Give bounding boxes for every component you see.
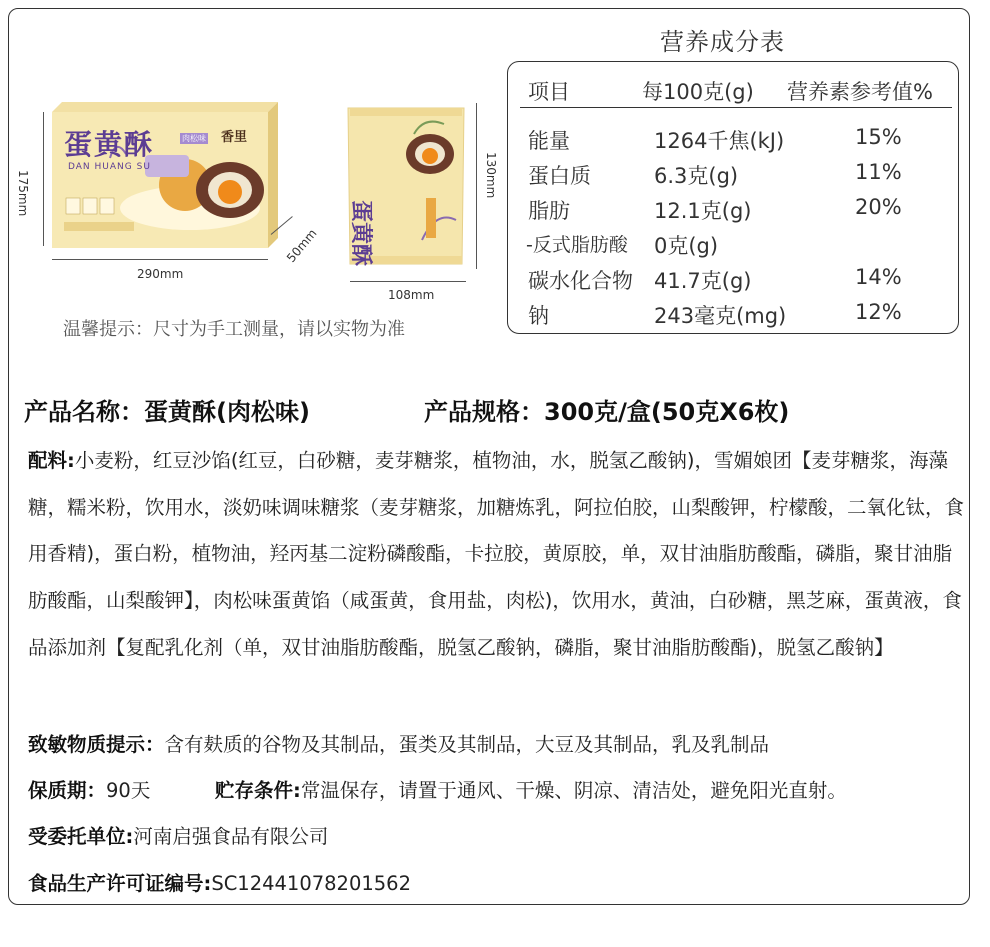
storage-line bbox=[215, 775, 847, 803]
nutrition-amount: 243毫克(mg) bbox=[654, 304, 787, 328]
nutrition-amount: 12.1克(g) bbox=[654, 199, 752, 223]
svg-text:蛋黄酥: 蛋黄酥 bbox=[348, 200, 373, 267]
nutrition-nrv: 12% bbox=[855, 300, 902, 324]
nutrition-table bbox=[507, 61, 959, 334]
box-flavor: 肉松味 bbox=[182, 134, 206, 143]
shelf-life-line bbox=[28, 775, 150, 803]
product-name-label: 产品名称： bbox=[24, 398, 144, 426]
bag-height-line bbox=[476, 103, 477, 269]
box-height-label: 175mm bbox=[16, 170, 30, 217]
nutrition-amount: 6.3克(g) bbox=[654, 164, 739, 188]
nutrition-nrv: 20% bbox=[855, 195, 902, 219]
shelf-life-label: 保质期： bbox=[28, 779, 107, 802]
product-name: 蛋黄酥(肉松味) bbox=[144, 398, 310, 426]
nutrition-item: 能量 bbox=[528, 129, 570, 153]
nutrition-title: 营养成分表 bbox=[660, 28, 785, 56]
nutrition-nrv: 15% bbox=[855, 125, 902, 149]
nutrition-nrv: 11% bbox=[855, 160, 902, 184]
allergen-line bbox=[28, 729, 769, 757]
header-item: 项目 bbox=[528, 80, 570, 104]
product-spec-label: 产品规格： bbox=[424, 398, 544, 426]
nutrition-amount: 1264千焦(kJ) bbox=[654, 129, 785, 153]
nutrition-divider bbox=[520, 107, 952, 108]
license-value: SC12441078201562 bbox=[211, 872, 411, 895]
measurement-tip: 温馨提示：尺寸为手工测量，请以实物为准 bbox=[63, 319, 405, 340]
license-label: 食品生产许可证编号: bbox=[28, 872, 212, 895]
allergen-label: 致敏物质提示： bbox=[28, 733, 165, 756]
storage-value: 常温保存，请置于通风、干燥、阴凉、清洁处，避免阳光直射。 bbox=[300, 779, 847, 802]
ingredients-text: 小麦粉，红豆沙馅(红豆，白砂糖，麦芽糖浆，植物油，水，脱氢乙酸钠)，雪媚娘团【麦芽糖浆，海藻糖，糯米粉，饮用水，淡奶味调味糖浆（麦芽糖浆，加糖炼乳，阿拉伯胶，山梨酸钾，柠檬酸，二氧化钛，食用香精)，蛋白粉，植物油，羟丙基二淀粉磷酸酯，卡拉胶，黄原胶，单，双甘油脂肪酸酯，磷脂，聚甘油脂肪酸酯，山梨酸钾】，肉松味蛋黄馅（咸蛋黄，食用盐，肉松)，饮用水，黄油，白砂糖，黑芝麻，蛋黄液，食品添加剂【复配乳化剂（单，双甘油脂肪酸酯，脱氢乙酸钠，磷脂，聚甘油脂肪酸酯)，脱氢乙酸钠】 bbox=[28, 449, 965, 659]
ingredients-paragraph bbox=[28, 438, 968, 672]
product-name-heading bbox=[24, 392, 310, 427]
nutrition-item: 碳水化合物 bbox=[528, 269, 633, 293]
box-height-line bbox=[43, 112, 44, 246]
entrusted-value: 河南启强食品有限公司 bbox=[133, 825, 329, 848]
allergen-text: 含有麸质的谷物及其制品，蛋类及其制品，大豆及其制品，乳及乳制品 bbox=[164, 733, 770, 756]
nutrition-amount: 41.7克(g) bbox=[654, 269, 752, 293]
license-line bbox=[28, 868, 411, 896]
product-spec-heading bbox=[424, 392, 789, 427]
nutrition-item: -反式脂肪酸 bbox=[526, 234, 628, 256]
box-brand: 香里 bbox=[221, 130, 248, 145]
box-width-line bbox=[52, 259, 268, 260]
nutrition-item: 钠 bbox=[528, 304, 549, 328]
box-title: 蛋黄酥 bbox=[64, 128, 155, 161]
entrusted-label: 受委托单位: bbox=[28, 825, 134, 848]
box-pinyin: DAN HUANG SU bbox=[68, 162, 151, 172]
entrusted-line bbox=[28, 821, 328, 849]
bag-width-line bbox=[350, 281, 466, 282]
shelf-life-value: 90天 bbox=[106, 779, 151, 802]
header-per-100g: 每100克(g) bbox=[642, 80, 754, 104]
nutrition-item: 脂肪 bbox=[528, 199, 570, 223]
box-depth-label: 50mm bbox=[284, 226, 320, 265]
header-nrv: 营养素参考值% bbox=[787, 80, 933, 104]
nutrition-amount: 0克(g) bbox=[654, 234, 719, 258]
ingredients-label: 配料: bbox=[28, 449, 75, 472]
product-spec: 300克/盒(50克X6枚) bbox=[544, 398, 790, 426]
nutrition-item: 蛋白质 bbox=[528, 164, 591, 188]
storage-label: 贮存条件: bbox=[215, 779, 301, 802]
bag-height-label: 130mm bbox=[484, 152, 498, 199]
nutrition-nrv: 14% bbox=[855, 265, 902, 289]
box-width-label: 290mm bbox=[137, 267, 184, 281]
bag-width-label: 108mm bbox=[388, 288, 435, 302]
